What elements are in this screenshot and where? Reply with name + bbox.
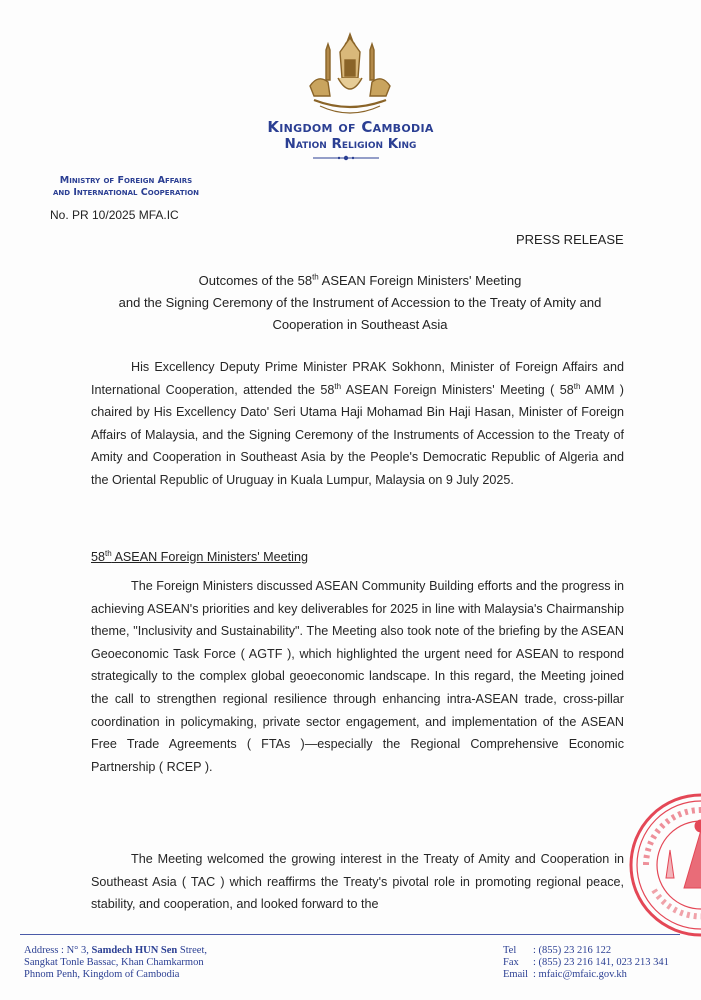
ministry-name-line2: and International Cooperation <box>52 187 200 198</box>
footer-contact <box>503 945 669 981</box>
national-motto: Nation Religion King <box>284 136 417 152</box>
ordinal-suffix: th <box>573 381 581 391</box>
title-text: ASEAN Foreign Ministers' Meeting <box>318 273 522 288</box>
address-line-2: Sangkat Tonle Bassac, Khan Chamkarmon <box>24 957 204 968</box>
tel-label: Tel <box>503 945 517 956</box>
email-label: Email <box>503 969 529 980</box>
royal-arms-emblem-icon <box>300 30 400 122</box>
ministry-name-line1: Ministry of Foreign Affairs <box>59 175 193 186</box>
footer-address <box>24 945 207 981</box>
email-value[interactable]: : mfaic@mfaic.gov.kh <box>533 969 627 980</box>
footer-divider <box>20 934 680 935</box>
paragraph-tac <box>91 848 624 916</box>
address-label: Address : N° 3, <box>24 945 92 956</box>
title-text: Outcomes of the 58 <box>198 273 313 288</box>
fax-row <box>503 957 669 969</box>
title-line-2: and the Signing Ceremony of the Instrument of Accession to the Treaty of Amity and <box>118 295 602 310</box>
official-seal <box>626 790 701 940</box>
ordinal-suffix: th <box>312 272 319 282</box>
address-street: Samdech HUN Sen <box>91 945 178 956</box>
paragraph-text: His Excellency Deputy Prime Minister PRAK Sokhonn, Minister of Foreign Affairs and International Cooperation, attended the 58 <box>91 360 624 397</box>
official-seal-icon <box>626 790 701 940</box>
tel-value: : (855) 23 216 122 <box>533 945 612 956</box>
fax-label: Fax <box>503 957 519 968</box>
title-line-3: Cooperation in Southeast Asia <box>272 317 448 332</box>
paragraph-text: AMM ) chaired by His Excellency Dato' Seri Utama Haji Mohamad Bin Haji Hasan, Minister of Foreign Affairs of Malaysia, and the Signing Ceremony of the Instruments of Accession to the Treaty of Amity and Cooperation in Southeast Asia by the People's Democratic Republic of Algeria and the Oriental Republic of Uruguay in Kuala Lumpur, Malaysia on 9 July 2025. <box>91 382 624 487</box>
section-heading <box>91 550 308 564</box>
paragraph-text: ASEAN Foreign Ministers' Meeting ( 58 <box>341 382 574 397</box>
paragraph-intro <box>91 356 624 492</box>
fax-value: : (855) 23 216 141, 023 213 341 <box>533 957 669 968</box>
kingdom-name: Kingdom of Cambodia <box>267 118 434 136</box>
ornament-divider-icon <box>313 155 379 161</box>
address-line-1 <box>24 945 207 957</box>
address-street-suffix: Street, <box>177 945 208 956</box>
title-line-1 <box>60 270 660 292</box>
paragraph-text: The Meeting welcomed the growing interest in the Treaty of Amity and Cooperation in Southeast Asia ( TAC ) which reaffirms the Treaty's pivotal role in promoting regional peace, stability, and cooperation, and looked forward to the <box>91 852 624 912</box>
address-line-3: Phnom Penh, Kingdom of Cambodia <box>24 969 180 980</box>
document-type: PRESS RELEASE <box>516 232 624 247</box>
press-release-title <box>60 270 660 336</box>
tel-row <box>503 945 669 957</box>
ordinal-suffix: th <box>105 548 112 558</box>
heading-text: ASEAN Foreign Ministers' Meeting <box>111 550 308 564</box>
paragraph-text: The Foreign Ministers discussed ASEAN Community Building efforts and the progress in achieving ASEAN's priorities and key deliverables for 2025 in line with Malaysia's Chairmanship theme, "Inclusivity and Sustainability". The Meeting also took note of the briefing by the ASEAN Geoeconomic Task Force ( AGTF ), which highlighted the urgent need for ASEAN to respond strategically to the complex global geoeconomic landscape. In this regard, the Meeting joined the call to strengthen regional resilience through enhancing intra-ASEAN trade, cross-pillar coordination in policymaking, private sector engagement, and implementation of the ASEAN Free Trade Agreements ( FTAs )—especially the Regional Comprehensive Economic Partnership ( RCEP ). <box>91 579 624 774</box>
paragraph-discussion <box>91 575 624 778</box>
email-row <box>503 969 669 981</box>
reference-number: No. PR 10/2025 MFA.IC <box>50 208 179 222</box>
ordinal-suffix: th <box>334 381 342 391</box>
heading-text: 58 <box>91 550 106 564</box>
